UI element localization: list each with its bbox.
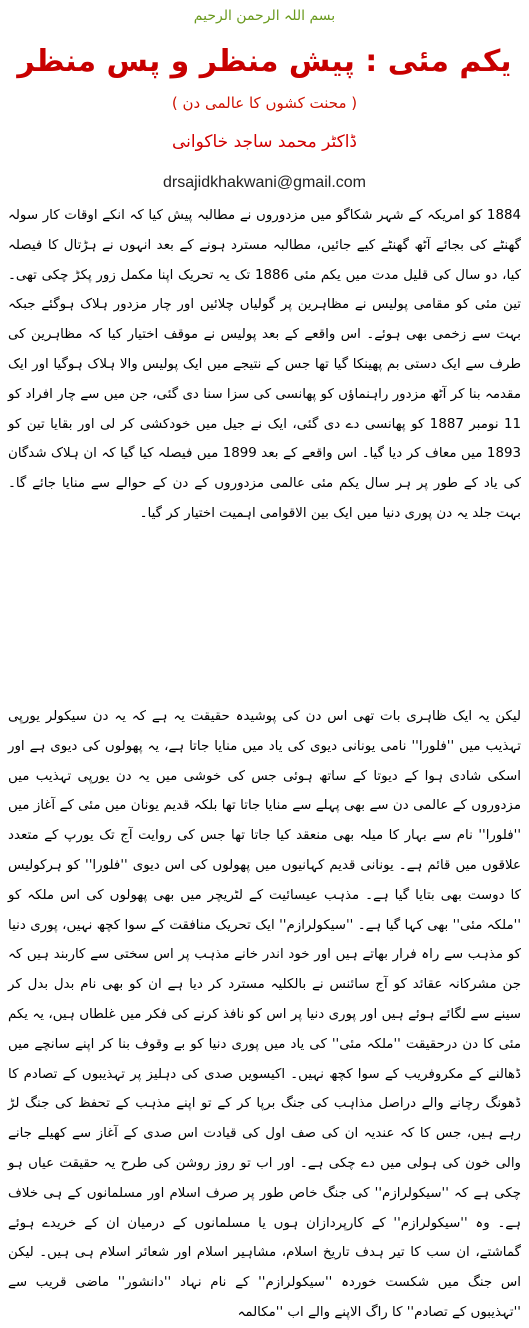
body-paragraph-2: لیکن یہ ایک ظاہری بات تھی اس دن کی پوشیدہ حقیقت یہ ہے کہ یہ دن سیکولر یورپی تہذیب میں ''فلورا'' نامی یونانی دیوی کی یاد میں منایا جاتا ہے، یہ پھولوں کی دیوی ہے اور اسکی شادی ہوا کے دیوتا کے ساتھ ہوئی جس کی خوشی میں یہ دن یورپی تہذیب میں مزدوروں کے عالمی دن سے بھی پہلے سے منایا جاتا تھا بلکہ قدیم یونان میں مئی کے آغاز میں ''فلورا'' نام سے بہار کا میلہ بھی منعقد کیا جاتا تھا جس کی روایت آج تک یورپ کے متعدد علاقوں میں قائم ہے۔ یونانی قدیم کہانیوں میں پھولوں کی اس دیوی ''فلورا'' کو ہرکولیس کا دوست بھی بتایا گیا ہے۔ مذہب عیسائیت کے لٹریچر میں بھی پھولوں کی اس ملکہ کو ''ملکہ مئی'' بھی کہا گیا ہے۔ ''سیکولرازم'' ایک تحریک منافقت کے سوا کچھ نہیں، پوری دنیا کو مذہب سے راہ فرار بھاتے ہیں اور خود اندر خانے مذہب پر اس سختی سے کاربند ہیں کہ جن مشرکانہ عقائد کو آج سائنس نے بالکلیہ مسترد کر دیا ہے ان کو بھی نام بدل بدل کر سینے سے لگائے ہوئے ہیں اور پوری دنیا پر اس کو نافذ کرنے کی فکر میں غلطاں ہیں، یہ یکم مئی کا دن درحقیقت ''ملکہ مئی'' کی یاد میں پوری دنیا کو بے وقوف بنا کر اپنے سانچے میں ڈھالنے کے مکروفریب کے سوا کچھ نہیں۔ اکیسویں صدی کی دہلیز پر تہذیبوں کے تصادم کا ڈھونگ رچانے والے دراصل مذاہب کی جنگ برپا کر کے تو اپنے مذہب کے تحفظ کی جنگ لڑ رہے ہیں، جس کا کہ عندیہ ان کی صف اول کی قیادت اس صدی کے آغاز سے کھیلے جانے والی خون کی ہولی میں دے چکی ہے۔ اور اب تو روز روشن کی طرح یہ حقیقت عیاں ہو چکی ہے کہ ''سیکولرازم'' کی جنگ خاص طور پر صرف اسلام اور مسلمانوں کے ہی خلاف ہے۔ وہ ''سیکولرازم'' کے کارپردازان ہوں یا مسلمانوں کے درمیان ان کے خریدے ہوئے گماشتے، ان سب کا تیر ہدف تاریخ اسلام، مشاہیر اسلام اور شعائر اسلام ہی ہیں۔ لیکن اس جنگ میں شکست خوردہ ''سیکولرازم'' کے نام نہاد ''دانشور'' ماضی قریب سے ''تہذیبوں کے تصادم'' کا راگ الاپنے والے اب ''مکالمہ [8,709,522,1320]
author-name: ڈاکٹر محمد ساجد خاکوانی [172,132,357,152]
article-title: یکم مئی : پیش منظر و پس منظر [17,44,512,79]
body-paragraph-1: 1884 کو امریکہ کے شہر شکاگو میں مزدوروں نے مطالبہ پیش کیا کہ انکے اوقات کار سولہ گھنٹے کی بجائے آٹھ گھنٹے کیے جائیں، مطالبہ مسترد ہونے کے بعد انہوں نے ہڑتال کا فیصلہ کیا، دو سال کی قلیل مدت میں یکم مئی 1886 تک یہ تحریک اپنا مکمل زور پکڑ چکی تھی۔ تین مئی کو مقامی پولیس نے مظاہرین پر گولیاں چلائیں اور چار مزدور ہلاک ہوگئے جبکہ بہت سے زخمی بھی ہوئے۔ اس واقعے کے بعد پولیس نے موقف اختیار کیا کہ مظاہرین کی طرف سے ایک دستی بم پھینکا گیا تھا جس کے نتیجے میں ایک پولیس والا ہلاک ہوگیا اور ایک مقدمہ بنا کر آٹھ مزدور راہنماؤں کو پھانسی کی سزا سنا دی گئی، جن میں سے چار افراد کو 11 نومبر 1887 کو پھانسی دے دی گئی، ایک نے جیل میں خودکشی کر لی اور بقایا تین کو 1893 میں معاف کر دیا گیا۔ اس واقعے کے بعد 1899 میں فیصلہ کیا گیا کہ ان ہلاک شدگان کی یاد کے طور پر ہر سال یکم مئی عالمی مزدوروں کے دن کے حوالے سے منایا جائے گا۔ بہت جلد یہ دن پوری دنیا میں ایک بین الاقوامی اہمیت اختیار کر گیا۔ [8,208,522,521]
author-email: drsajidkhakwani@gmail.com [163,174,366,191]
bismillah-heading: بسم اللہ الرحمن الرحیم [193,8,336,24]
article-subtitle: ( محنت کشوں کا عالمی دن ) [171,94,358,112]
